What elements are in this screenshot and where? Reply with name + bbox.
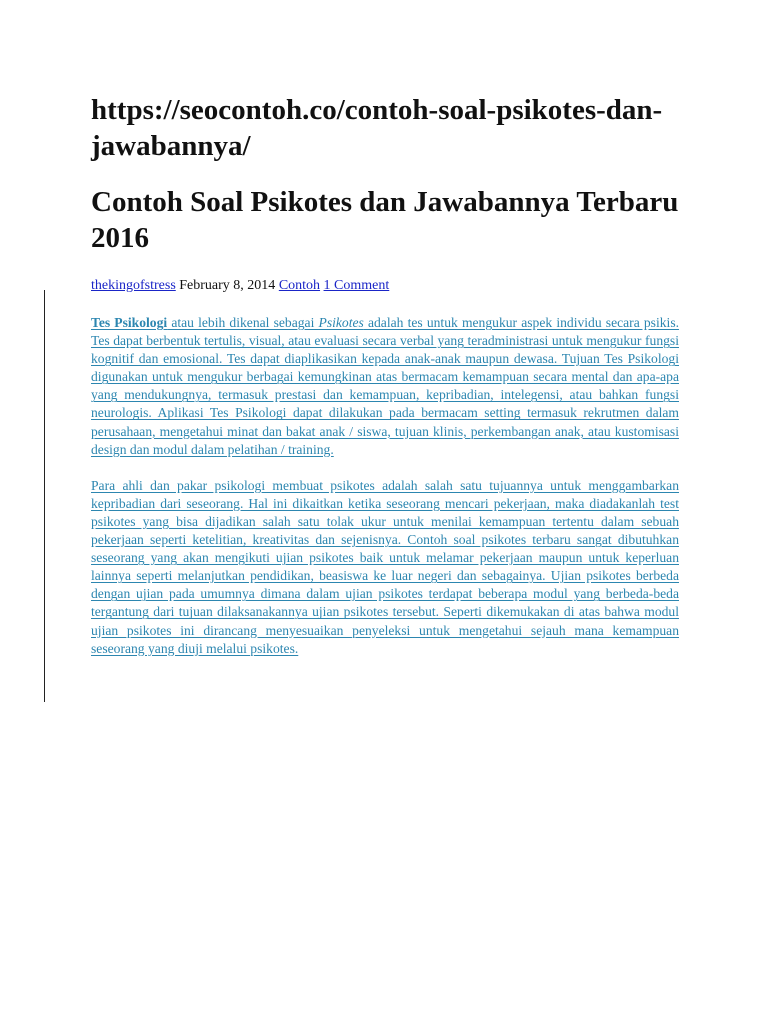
comments-link[interactable]: 1 Comment xyxy=(323,278,390,293)
post-title: Contoh Soal Psikotes dan Jawabannya Terbaru 2016 xyxy=(91,186,679,254)
paragraph-1[interactable] xyxy=(91,314,679,459)
paragraph-1-italic[interactable]: Psikotes xyxy=(318,315,364,330)
url-heading: https://seocontoh.co/contoh-soal-psikotes-dan-jawabannya/ xyxy=(91,94,663,162)
left-margin-rule xyxy=(44,290,45,702)
paragraph-1-text-a[interactable]: atau lebih dikenal sebagai xyxy=(167,315,319,330)
paragraph-2[interactable]: Para ahli dan pakar psikologi membuat psikotes adalah salah satu tujuannya untuk menggambarkan kepribadian dari seseorang. Hal ini dikaitkan ketika seseorang mencari pekerjaan, maka diadakanlah test psikotes yang bisa dijadikan salah satu tolak ukur untuk menilai kemampuan tertentu dalam sebuah pekerjaan seperti ketelitian, kreativitas dan sejenisnya. Contoh soal psikotes terbaru sangat dibutuhkan seseorang yang akan mengikuti ujian psikotes baik untuk melamar pekerjaan maupun untuk keperluan lainnya seperti melanjutkan pendidikan, beasiswa ke luar negeri dan sebagainya. Ujian psikotes berbeda dengan ujian pada umumnya dimana dalam ujian psikotes terdapat beberapa modul yang berbeda-beda tergantung dari tujuan dilaksanakannya ujian psikotes tersebut. Seperti dikemukakan di atas bahwa modul ujian psikotes ini dirancang menyesuaikan penyeleksi untuk mengetahui sejauh mana kemampuan seseorang yang diuji melalui psikotes. xyxy=(91,477,679,656)
document-page xyxy=(91,92,679,658)
author-link[interactable]: thekingofstress xyxy=(91,278,176,293)
post-meta xyxy=(91,277,679,295)
paragraph-1-lead[interactable]: Tes Psikologi xyxy=(91,315,168,330)
paragraph-1-text-b[interactable]: adalah tes untuk mengukur aspek individu secara psikis. Tes dapat berbentuk tertulis, visual, atau evaluasi secara verbal yang teradministrasi untuk mengukur fungsi kognitif dan emosional. Tes dapat diaplikasikan kepada anak-anak maupun dewasa. Tujuan Tes Psikologi digunakan untuk mengukur berbagai kemungkinan atas bermacam kemampuan secara mental dan apa-apa yang mendukungnya, termasuk prestasi dan kemampuan, kepribadian, intelegensi, atau bahkan fungsi neurologis. Aplikasi Tes Psikologi dapat dilakukan pada bermacam setting termasuk rekrutmen dalam perusahaan, mengetahui minat dan bakat anak / siswa, tujuan klinis, perkembangan anak, atau kustomisasi design dan modul dalam pelatihan / training. xyxy=(91,315,680,457)
post-date: February 8, 2014 xyxy=(179,278,276,293)
category-link[interactable]: Contoh xyxy=(278,278,321,293)
